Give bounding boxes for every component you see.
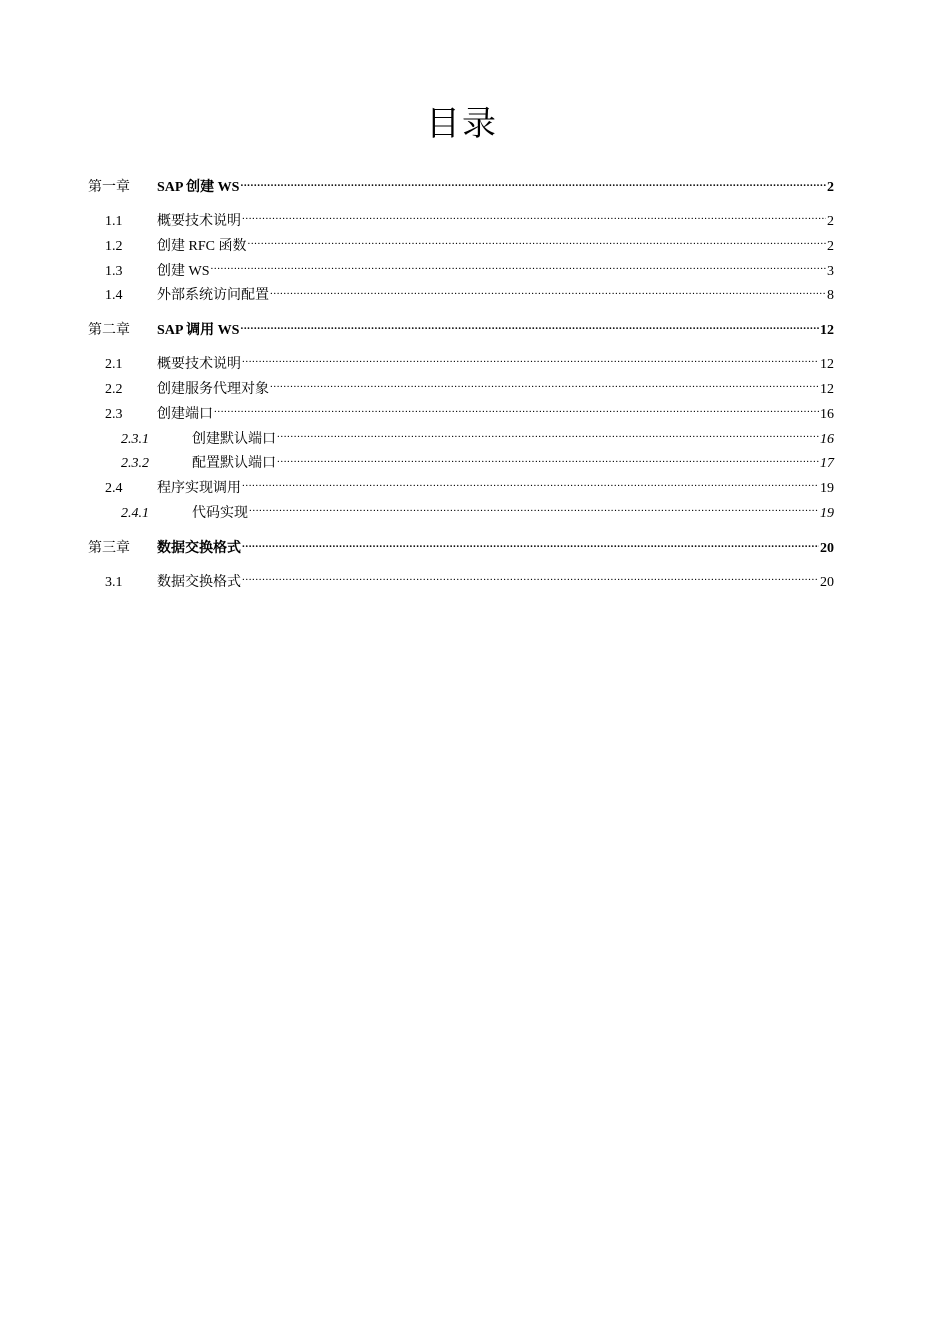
toc-entry-page: 2 <box>827 214 834 229</box>
toc-entry-number: 1.4 <box>105 288 123 304</box>
dot-leader <box>214 404 819 418</box>
toc-entry-page: 20 <box>820 574 834 590</box>
dot-leader <box>242 211 826 225</box>
toc-entry-2-1[interactable] <box>88 353 834 378</box>
toc-entry-1-2[interactable] <box>88 235 834 260</box>
toc-entry-label: 创建 RFC 函数 <box>157 238 247 254</box>
dot-leader <box>211 261 827 275</box>
dot-leader <box>247 236 826 250</box>
toc-entry-label: 配置默认端口 <box>192 456 276 472</box>
table-of-contents <box>88 176 834 596</box>
toc-entry-1-4[interactable] <box>88 284 834 309</box>
toc-entry-number: 第二章 <box>88 323 130 339</box>
toc-entry-2-2[interactable] <box>88 378 834 403</box>
toc-entry-page: 17 <box>820 456 834 472</box>
toc-entry-page: 2 <box>827 238 834 254</box>
toc-entry-page: 16 <box>820 406 834 422</box>
toc-entry-label: 创建端口 <box>157 406 213 422</box>
toc-entry-2-4-1[interactable] <box>88 502 834 527</box>
toc-entry-page: 2 <box>827 180 834 195</box>
toc-entry-label: 程序实现调用 <box>157 481 241 497</box>
toc-entry-label: 创建服务代理对象 <box>157 381 269 397</box>
toc-entry-number: 2.3.1 <box>121 431 149 447</box>
dot-leader <box>277 453 819 467</box>
toc-entry-number: 第三章 <box>88 540 130 556</box>
toc-entry-page: 16 <box>820 431 834 447</box>
toc-entry-label: 创建默认端口 <box>192 431 276 447</box>
toc-entry-page: 3 <box>827 263 834 279</box>
toc-entry-label: 数据交换格式 <box>157 540 241 556</box>
toc-entry-label: 概要技术说明 <box>157 214 241 229</box>
dot-leader <box>242 538 819 552</box>
toc-entry-number: 1.3 <box>105 263 123 279</box>
toc-entry-page: 12 <box>820 357 834 373</box>
dot-leader <box>240 177 826 191</box>
toc-entry-label: 创建 WS <box>157 263 210 279</box>
toc-entry-2-3-1[interactable] <box>88 428 834 453</box>
toc-entry-page: 12 <box>820 323 834 339</box>
toc-title: 目录 <box>426 104 498 144</box>
toc-entry-label: 概要技术说明 <box>157 357 241 373</box>
toc-entry-1-3[interactable] <box>88 260 834 285</box>
dot-leader <box>242 354 819 368</box>
toc-entry-number: 3.1 <box>105 574 123 590</box>
dot-leader <box>270 285 826 299</box>
toc-entry-label: 数据交换格式 <box>157 574 241 590</box>
toc-entry-page: 19 <box>820 481 834 497</box>
toc-entry-number: 1.1 <box>105 214 123 229</box>
toc-entry-2-4[interactable] <box>88 477 834 502</box>
toc-entry-chapter-3[interactable] <box>88 537 834 561</box>
toc-entry-label: SAP 创建 WS <box>157 180 240 195</box>
toc-entry-number: 1.2 <box>105 238 123 254</box>
dot-leader <box>270 379 819 393</box>
toc-entry-number: 2.4.1 <box>121 505 149 521</box>
toc-entry-number: 2.3.2 <box>121 456 149 472</box>
toc-entry-page: 12 <box>820 381 834 397</box>
dot-leader <box>240 320 819 334</box>
dot-leader <box>277 429 819 443</box>
toc-entry-page: 19 <box>820 505 834 521</box>
toc-entry-number: 2.3 <box>105 406 123 422</box>
toc-entry-3-1[interactable] <box>88 571 834 596</box>
dot-leader <box>242 572 819 586</box>
toc-entry-chapter-1[interactable] <box>88 176 834 200</box>
toc-entry-number: 2.1 <box>105 357 123 373</box>
toc-entry-number: 第一章 <box>88 180 130 195</box>
toc-entry-number: 2.4 <box>105 481 123 497</box>
toc-entry-page: 20 <box>820 540 834 556</box>
toc-entry-label: 代码实现 <box>192 505 248 521</box>
toc-entry-chapter-2[interactable] <box>88 319 834 343</box>
toc-entry-label: SAP 调用 WS <box>157 323 240 339</box>
toc-entry-number: 2.2 <box>105 381 123 397</box>
dot-leader <box>242 478 819 492</box>
toc-entry-2-3-2[interactable] <box>88 452 834 477</box>
toc-entry-1-1[interactable] <box>88 210 834 235</box>
toc-entry-label: 外部系统访问配置 <box>157 288 269 304</box>
toc-entry-2-3[interactable] <box>88 403 834 428</box>
dot-leader <box>249 503 819 517</box>
toc-entry-page: 8 <box>827 288 834 304</box>
